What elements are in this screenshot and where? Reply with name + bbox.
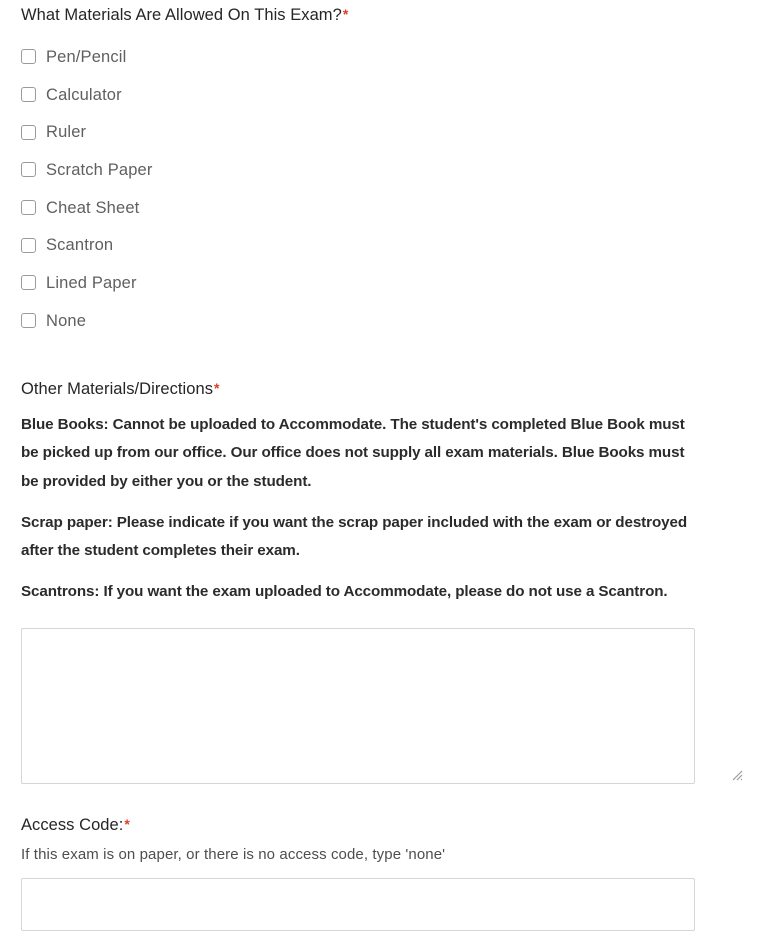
checkbox-row-scratch-paper[interactable] xyxy=(21,151,746,189)
checkbox-label: Scratch Paper xyxy=(46,160,153,179)
scrap-paper-paragraph: Scrap paper: Please indicate if you want the scrap paper included with the exam or destroyed after the student completes their exam. xyxy=(21,513,687,559)
checkbox-label: Scantron xyxy=(46,236,114,255)
checkbox-label: Cheat Sheet xyxy=(46,198,140,217)
checkbox-icon[interactable] xyxy=(21,275,36,290)
access-code-text: Access Code: xyxy=(21,815,124,834)
required-asterisk: * xyxy=(124,815,130,832)
other-materials-text: Other Materials/Directions xyxy=(21,379,214,398)
checkbox-label: Ruler xyxy=(46,123,87,142)
blue-books-paragraph: Blue Books: Cannot be uploaded to Accommodate. The student's completed Blue Book must be picked up from our office. Our office does not supply all exam materials. Blue Books must be provided by either you or the student. xyxy=(21,415,685,490)
checkbox-label: None xyxy=(46,311,87,330)
materials-question-label xyxy=(21,2,746,25)
checkbox-icon[interactable] xyxy=(21,313,36,328)
checkbox-row-pen-pencil[interactable] xyxy=(21,38,746,76)
checkbox-icon[interactable] xyxy=(21,125,36,140)
checkbox-icon[interactable] xyxy=(21,87,36,102)
scantrons-paragraph: Scantrons: If you want the exam uploaded to Accommodate, please do not use a Scantron. xyxy=(21,583,668,600)
checkbox-icon[interactable] xyxy=(21,238,36,253)
checkbox-icon[interactable] xyxy=(21,200,36,215)
checkbox-label: Lined Paper xyxy=(46,273,137,292)
required-asterisk: * xyxy=(214,379,220,396)
resize-handle-icon[interactable] xyxy=(730,768,743,781)
access-code-label xyxy=(21,784,746,835)
other-materials-textarea[interactable] xyxy=(21,628,695,784)
other-materials-label xyxy=(21,340,746,399)
checkbox-row-lined-paper[interactable] xyxy=(21,264,746,302)
checkbox-row-none[interactable] xyxy=(21,302,746,340)
checkbox-row-scantron[interactable] xyxy=(21,226,746,264)
checkbox-label: Pen/Pencil xyxy=(46,47,127,66)
checkbox-row-calculator[interactable] xyxy=(21,76,746,114)
checkbox-row-cheat-sheet[interactable] xyxy=(21,189,746,227)
access-code-input[interactable] xyxy=(21,878,695,931)
materials-checkbox-group xyxy=(21,38,746,340)
required-asterisk: * xyxy=(342,6,349,22)
materials-question-text: What Materials Are Allowed On This Exam? xyxy=(21,6,342,24)
access-code-helper-text: If this exam is on paper, or there is no access code, type 'none' xyxy=(21,845,446,863)
checkbox-label: Calculator xyxy=(46,85,122,104)
checkbox-row-ruler[interactable] xyxy=(21,113,746,151)
other-materials-textarea-wrap xyxy=(21,628,746,784)
checkbox-icon[interactable] xyxy=(21,162,36,177)
checkbox-icon[interactable] xyxy=(21,49,36,64)
